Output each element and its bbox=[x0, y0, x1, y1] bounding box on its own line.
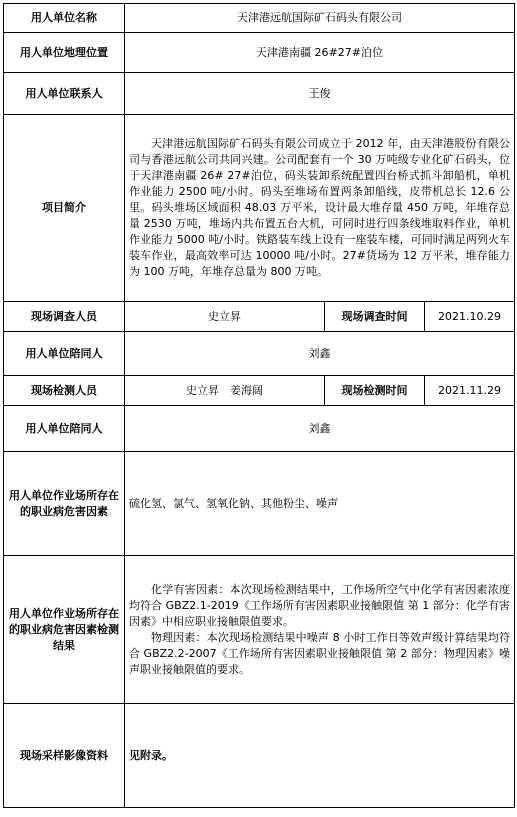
contact-value: 王俊 bbox=[125, 73, 515, 115]
results-label: 用人单位作业场所存在的职业病危害因素检测结果 bbox=[4, 556, 125, 704]
survey-staff-value: 史立昇 bbox=[125, 302, 325, 332]
unit-name-value: 天津港远航国际矿石码头有限公司 bbox=[125, 4, 515, 33]
inspect-staff-value: 史立昇 姜海阔 bbox=[125, 376, 325, 406]
row-accompany-2 bbox=[4, 406, 515, 452]
inspect-time-label: 现场检测时间 bbox=[325, 376, 425, 406]
row-hazards bbox=[4, 452, 515, 556]
unit-name-label: 用人单位名称 bbox=[4, 4, 125, 33]
intro-label: 项目简介 bbox=[4, 115, 125, 302]
hazards-value: 硫化氢、氯气、氢氧化钠、其他粉尘、噪声 bbox=[125, 452, 515, 556]
row-project-intro bbox=[4, 115, 515, 302]
inspect-time-value: 2021.11.29 bbox=[425, 376, 515, 406]
location-label: 用人单位地理位置 bbox=[4, 33, 125, 73]
row-contact bbox=[4, 73, 515, 115]
accompany-1-value: 刘鑫 bbox=[125, 332, 515, 376]
occupational-hazard-survey-table bbox=[3, 3, 515, 808]
intro-text: 天津港远航国际矿石码头有限公司成立于 2012 年，由天津港股份有限公司与香港远航公司共同兴建。公司配套有一个 30 万吨级专业化矿石码头，位于天津港南疆 26# 27#泊位，码头装卸系统配置四台桥式抓斗卸船机，单机作业能力 2500 吨/小时。码头至堆场布置两条卸船线，皮带机总长 12.6 公里。码头堆场区域面积 48.03 万平米，设计最大堆存量 450 万吨，年堆存总量 2530 万吨，堆场内共布置五台大机，可同时进行四条线堆取料作业，单机作业能力 5000 吨/小时。铁路装车线上设有一座装车楼，可同时满足两列火车装车作业，最高效率可达 10000 吨/小时。27#货场为 12 万平米，堆存能力为 100 万吨，年堆存总量为 800 万吨。 bbox=[129, 137, 510, 278]
accompany-2-label: 用人单位陪同人 bbox=[4, 406, 125, 452]
accompany-1-label: 用人单位陪同人 bbox=[4, 332, 125, 376]
inspect-staff-label: 现场检测人员 bbox=[4, 376, 125, 406]
hazards-label: 用人单位作业场所存在的职业病危害因素 bbox=[4, 452, 125, 556]
intro-cell bbox=[125, 115, 515, 302]
results-cell bbox=[125, 556, 515, 704]
survey-time-label: 现场调查时间 bbox=[325, 302, 425, 332]
row-results bbox=[4, 556, 515, 704]
results-chemical-text: 化学有害因素：本次现场检测结果中，工作场所空气中化学有害因素浓度均符合 GBZ2.1-2019《工作场所有害因素职业接触限值 第 1 部分：化学有害因素》中相应职业接触限值要求。 bbox=[129, 582, 510, 628]
row-inspection bbox=[4, 376, 515, 406]
row-survey bbox=[4, 302, 515, 332]
location-value: 天津港南疆 26#27#泊位 bbox=[125, 33, 515, 73]
survey-staff-label: 现场调查人员 bbox=[4, 302, 125, 332]
survey-time-value: 2021.10.29 bbox=[425, 302, 515, 332]
row-images bbox=[4, 704, 515, 808]
row-unit-name bbox=[4, 4, 515, 33]
images-label: 现场采样影像资料 bbox=[4, 704, 125, 808]
row-accompany-1 bbox=[4, 332, 515, 376]
images-value: 见附录。 bbox=[125, 704, 515, 808]
accompany-2-value: 刘鑫 bbox=[125, 406, 515, 452]
results-physical-text: 物理因素：本次现场检测结果中噪声 8 小时工作日等效声级计算结果均符合 GBZ2.2-2007《工作场所有害因素职业接触限值 第 2 部分：物理因素》噪声职业接触限值的要求。 bbox=[129, 630, 510, 676]
contact-label: 用人单位联系人 bbox=[4, 73, 125, 115]
row-location bbox=[4, 33, 515, 73]
